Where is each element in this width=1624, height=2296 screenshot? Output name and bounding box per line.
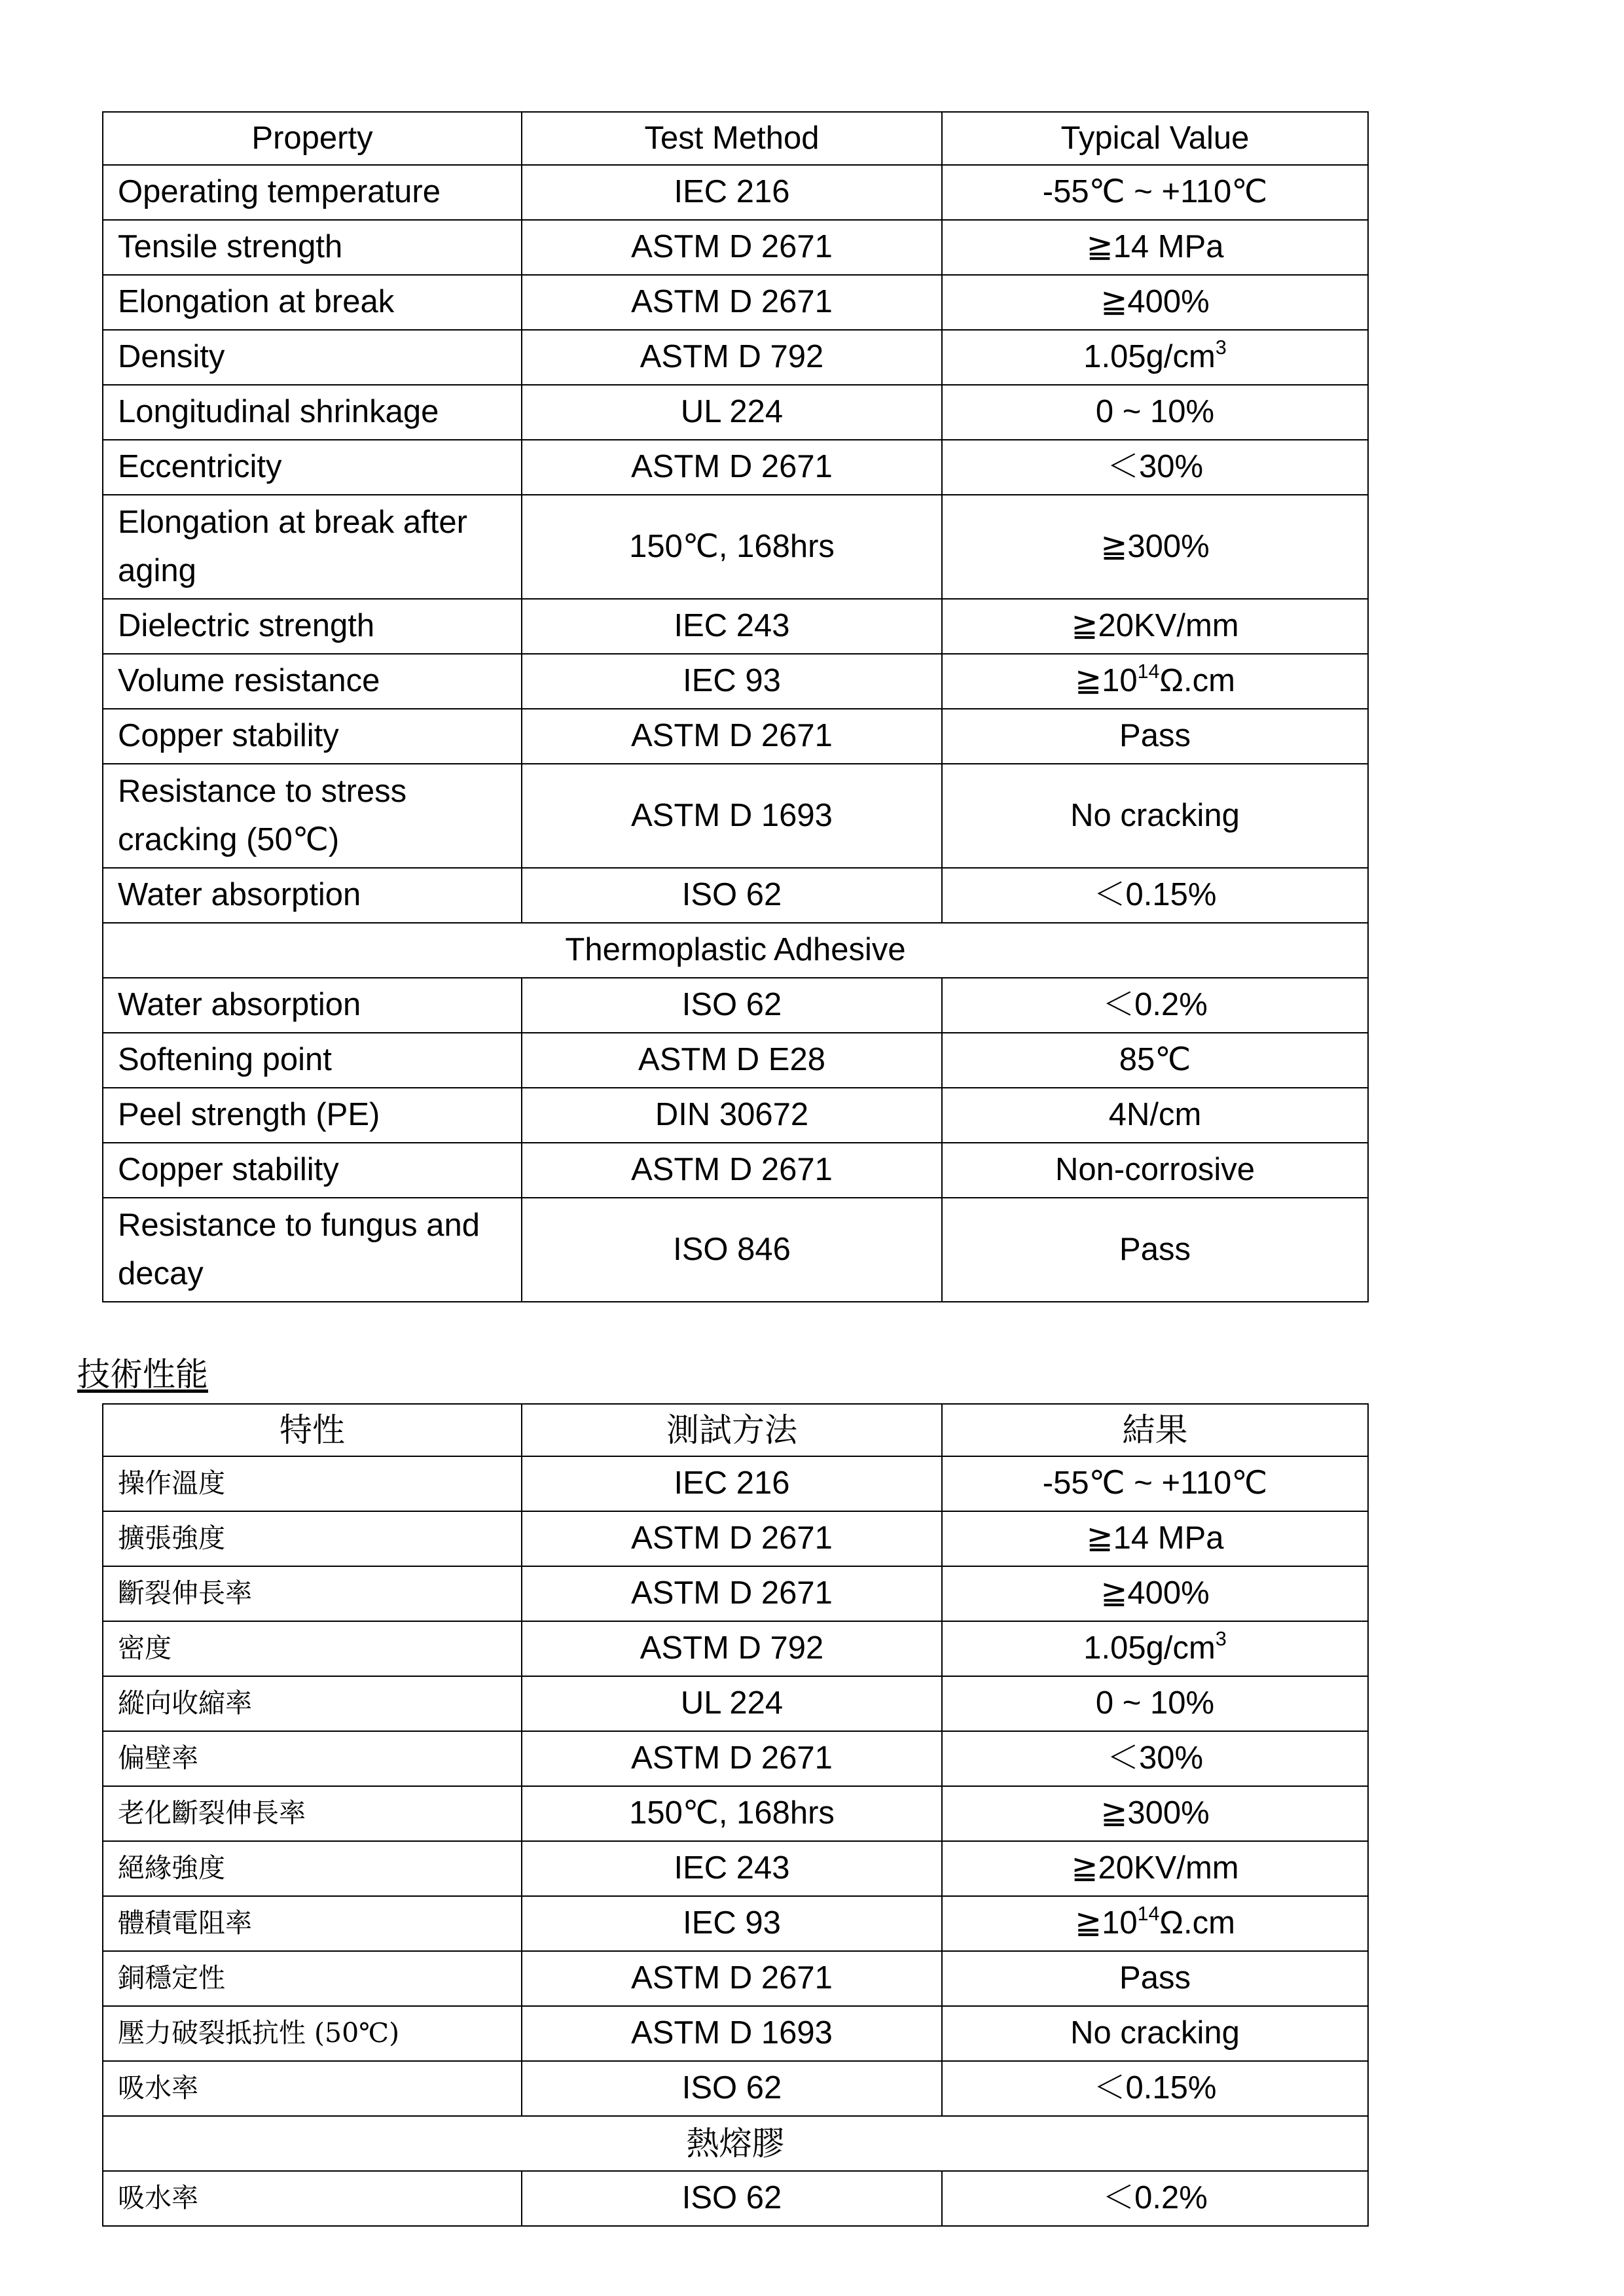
method-cell: IEC 216 [522,165,942,220]
table-row [103,440,1368,495]
value-cell: Pass [942,709,1368,764]
value-cell: ≧400% [942,1566,1368,1621]
value-superscript: 3 [1215,1627,1227,1650]
section-title: 技術性能 [77,1355,208,1393]
method-cell: ASTM D 1693 [522,764,942,868]
table-row [103,495,1368,599]
method-cell: ISO 62 [522,2061,942,2116]
property-cell: Resistance to fungus and decay [103,1198,522,1302]
value-unit: Ω.cm [1159,1905,1235,1941]
adhesive-section-header: 熱熔膠 [103,2116,1368,2171]
method-cell: IEC 243 [522,599,942,654]
property-cell: 壓力破裂抵抗性 (50℃) [103,2006,522,2061]
table-row [103,868,1368,923]
table-row [103,599,1368,654]
table-row [103,275,1368,330]
property-cell: Peel strength (PE) [103,1088,522,1143]
property-cell: 吸水率 [103,2061,522,2116]
table-row [103,2006,1368,2061]
method-cell: ASTM D 2671 [522,1511,942,1566]
value-text: ≧10 [1075,1905,1138,1941]
value-cell [942,1896,1368,1951]
table-row [103,654,1368,709]
value-cell: Pass [942,1198,1368,1302]
property-cell: Copper stability [103,709,522,764]
value-cell: Pass [942,1951,1368,2006]
value-unit: Ω.cm [1159,663,1235,699]
method-cell: ASTM D 2671 [522,1143,942,1198]
value-cell: ≧14 MPa [942,220,1368,275]
method-cell: IEC 93 [522,654,942,709]
value-cell: ＜30% [942,440,1368,495]
table-row [103,1786,1368,1841]
property-cell: Tensile strength [103,220,522,275]
property-cell: Water absorption [103,868,522,923]
table-row [103,1621,1368,1676]
value-cell [942,1621,1368,1676]
property-cell: 偏壁率 [103,1731,522,1786]
value-text: 1.05g/cm [1083,1630,1216,1666]
header-test-method: 測試方法 [522,1404,942,1456]
value-cell: ≧14 MPa [942,1511,1368,1566]
table-row [103,330,1368,385]
value-cell: ≧400% [942,275,1368,330]
header-property: 特性 [103,1404,522,1456]
method-cell: ASTM D 2671 [522,1731,942,1786]
method-cell: DIN 30672 [522,1088,942,1143]
english-spec-table [102,111,1369,1302]
property-cell: 吸水率 [103,2171,522,2226]
table-row [103,1841,1368,1896]
value-cell: 0 ~ 10% [942,1676,1368,1731]
value-cell: ＜0.15% [942,868,1368,923]
property-cell: Resistance to stress cracking (50℃) [103,764,522,868]
table-row [103,1566,1368,1621]
value-cell: ＜0.2% [942,978,1368,1033]
table-row [103,1456,1368,1511]
value-cell: No cracking [942,764,1368,868]
table-row [103,709,1368,764]
table-row [103,1088,1368,1143]
method-cell: ASTM D 792 [522,1621,942,1676]
value-cell: Non-corrosive [942,1143,1368,1198]
value-cell: 85℃ [942,1033,1368,1088]
value-cell: No cracking [942,2006,1368,2061]
table-row [103,1676,1368,1731]
property-cell: Dielectric strength [103,599,522,654]
method-cell: 150℃, 168hrs [522,495,942,599]
method-cell: ASTM D 2671 [522,220,942,275]
value-cell: ≧300% [942,1786,1368,1841]
header-result: 結果 [942,1404,1368,1456]
value-cell: -55℃ ~ +110℃ [942,1456,1368,1511]
property-cell: 操作溫度 [103,1456,522,1511]
header-property: Property [103,112,522,165]
value-cell [942,654,1368,709]
value-cell: ＜30% [942,1731,1368,1786]
method-cell: 150℃, 168hrs [522,1786,942,1841]
method-cell: IEC 93 [522,1896,942,1951]
value-cell: ≧20KV/mm [942,1841,1368,1896]
table-row [103,978,1368,1033]
method-cell: ASTM D 792 [522,330,942,385]
value-cell [942,330,1368,385]
table-row [103,220,1368,275]
method-cell: ASTM D 2671 [522,1951,942,2006]
method-cell: ISO 62 [522,868,942,923]
table-row [103,1033,1368,1088]
property-cell: 老化斷裂伸長率 [103,1786,522,1841]
property-cell: 絕緣強度 [103,1841,522,1896]
property-cell: 密度 [103,1621,522,1676]
property-cell: Elongation at break after aging [103,495,522,599]
value-superscript: 14 [1137,660,1160,683]
property-cell: 斷裂伸長率 [103,1566,522,1621]
property-cell: Density [103,330,522,385]
method-cell: ASTM D 2671 [522,1566,942,1621]
property-cell: Operating temperature [103,165,522,220]
method-cell: UL 224 [522,1676,942,1731]
adhesive-section-row [103,2116,1368,2171]
property-cell: Longitudinal shrinkage [103,385,522,440]
method-cell: UL 224 [522,385,942,440]
table-row [103,2171,1368,2226]
chinese-spec-table [102,1403,1369,2227]
table-row [103,2061,1368,2116]
header-test-method: Test Method [522,112,942,165]
value-cell: ＜0.15% [942,2061,1368,2116]
method-cell: ASTM D 2671 [522,440,942,495]
adhesive-section-header: Thermoplastic Adhesive [103,923,1368,978]
property-cell: Copper stability [103,1143,522,1198]
table-header-row [103,112,1368,165]
value-cell: 0 ~ 10% [942,385,1368,440]
property-cell: 擴張強度 [103,1511,522,1566]
table-header-row [103,1404,1368,1456]
value-superscript: 3 [1215,336,1227,359]
method-cell: IEC 216 [522,1456,942,1511]
property-cell: 體積電阻率 [103,1896,522,1951]
method-cell: ISO 846 [522,1198,942,1302]
value-cell: -55℃ ~ +110℃ [942,165,1368,220]
value-cell: 4N/cm [942,1088,1368,1143]
value-text: 1.05g/cm [1083,339,1216,375]
property-cell: 銅穩定性 [103,1951,522,2006]
value-superscript: 14 [1137,1902,1160,1925]
table-row [103,1731,1368,1786]
table-row [103,1198,1368,1302]
value-cell: ＜0.2% [942,2171,1368,2226]
method-cell: ASTM D 1693 [522,2006,942,2061]
property-cell: Volume resistance [103,654,522,709]
property-cell: Eccentricity [103,440,522,495]
method-cell: ISO 62 [522,2171,942,2226]
table-row [103,1511,1368,1566]
value-cell: ≧300% [942,495,1368,599]
header-typical-value: Typical Value [942,112,1368,165]
method-cell: ISO 62 [522,978,942,1033]
value-text: ≧10 [1075,663,1138,699]
table-row [103,1896,1368,1951]
method-cell: ASTM D E28 [522,1033,942,1088]
table-row [103,165,1368,220]
property-cell: Softening point [103,1033,522,1088]
adhesive-section-row [103,923,1368,978]
table-row [103,1951,1368,2006]
table-row [103,764,1368,868]
property-cell: 縱向收縮率 [103,1676,522,1731]
table-row [103,1143,1368,1198]
table-row [103,385,1368,440]
method-cell: ASTM D 2671 [522,275,942,330]
value-cell: ≧20KV/mm [942,599,1368,654]
method-cell: ASTM D 2671 [522,709,942,764]
property-cell: Water absorption [103,978,522,1033]
method-cell: IEC 243 [522,1841,942,1896]
property-cell: Elongation at break [103,275,522,330]
